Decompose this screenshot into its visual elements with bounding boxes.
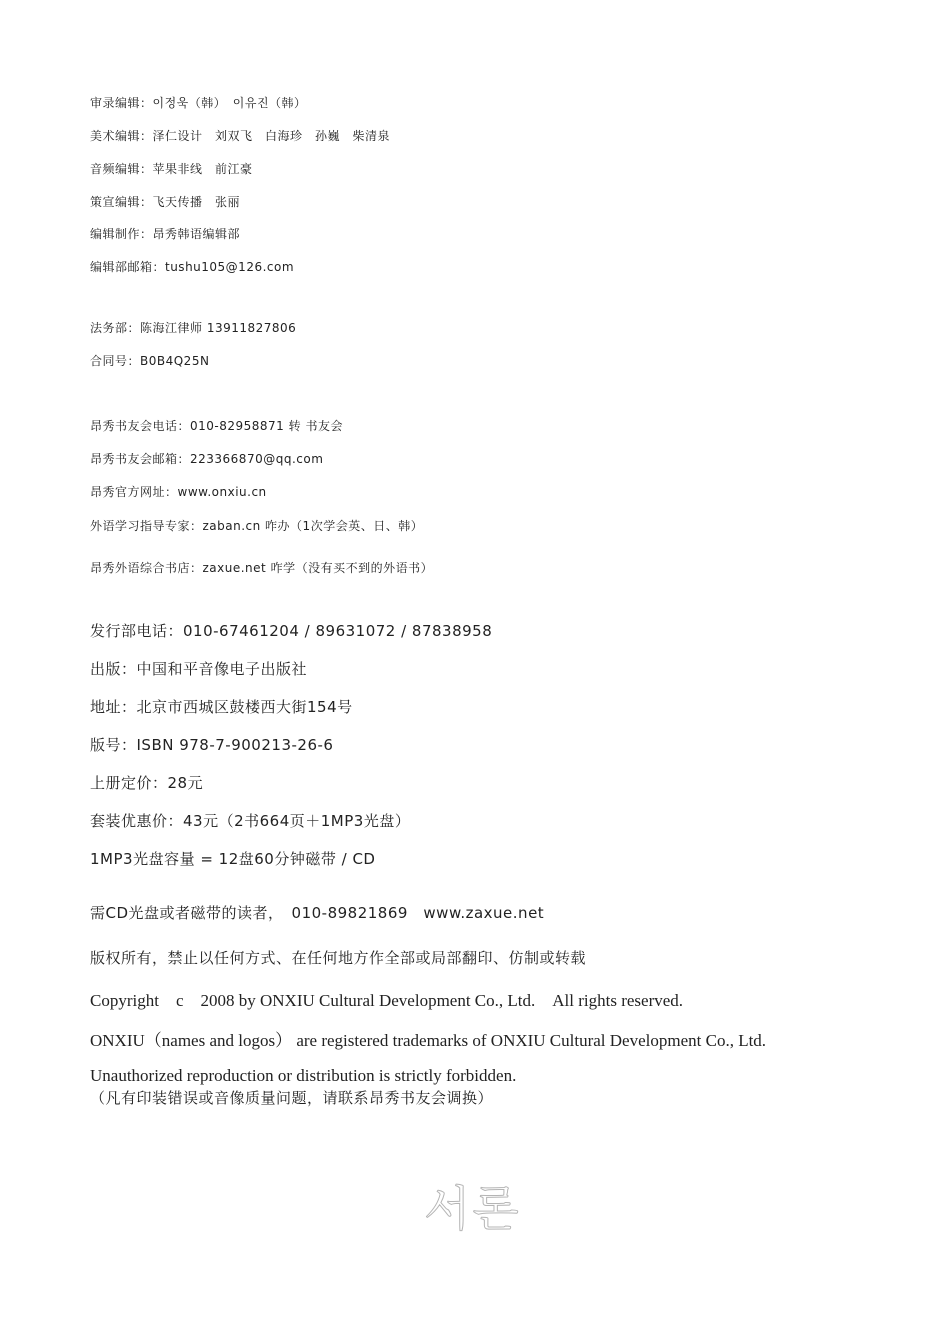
- isbn: 版号：ISBN 978-7-900213-26-6: [90, 736, 334, 754]
- disc-capacity: 1MP3光盘容量 = 12盘60分钟磁带 / CD: [90, 850, 376, 868]
- cd-contact: 需CD光盘或者磁带的读者， 010-89821869 www.zaxue.net: [90, 904, 545, 922]
- address: 地址：北京市西城区鼓楼西大街154号: [90, 698, 353, 716]
- bookstore-site: 昂秀外语综合书店：zaxue.net 咋学（没有买不到的外语书）: [90, 561, 434, 575]
- publisher: 出版：中国和平音像电子出版社: [90, 660, 308, 678]
- study-site: 外语学习指导专家：zaban.cn 咋办（1次学会英、日、韩）: [90, 519, 424, 533]
- unauthorized-notice: Unauthorized reproduction or distribution is strictly forbidden.: [90, 1066, 517, 1085]
- price-volume-1: 上册定价：28元: [90, 774, 204, 792]
- audio-editors: 音频编辑：苹果非线 前江豪: [90, 162, 253, 176]
- quality-note: （凡有印装错误或音像质量问题，请联系昂秀书友会调换）: [90, 1089, 494, 1107]
- official-website: 昂秀官方网址：www.onxiu.cn: [90, 485, 267, 499]
- set-price: 套装优惠价：43元（2书664页＋1MP3光盘）: [90, 812, 411, 830]
- distribution-phone: 发行部电话：010-67461204 / 89631072 / 87838958: [90, 622, 493, 640]
- proofreading-editors: 审录编辑：이정욱（韩） 이유진（韩）: [90, 96, 307, 110]
- rights-reserved-cn: 版权所有，禁止以任何方式、在任何地方作全部或局部翻印、仿制或转载: [90, 949, 587, 967]
- editorial-email: 编辑部邮箱：tushu105@126.com: [90, 260, 295, 274]
- trademark-notice: ONXIU（names and logos） are registered trademarks of ONXIU Cultural Development Co., Ltd.: [90, 1031, 767, 1050]
- art-editors: 美术编辑：泽仁设计 刘双飞 白海珍 孙巍 柴清泉: [90, 129, 391, 143]
- law-department: 法务部：陈海江律师 13911827806: [90, 321, 297, 335]
- production-team: 编辑制作：昂秀韩语编辑部: [90, 227, 241, 241]
- contract-number: 合同号：B0B4Q25N: [90, 354, 210, 368]
- copyright-notice: Copyright c 2008 by ONXIU Cultural Development Co., Ltd. All rights reserved.: [90, 991, 684, 1010]
- club-phone: 昂秀书友会电话：010-82958871 转 书友会: [90, 419, 343, 433]
- planning-editors: 策宣编辑：飞天传播 张丽: [90, 195, 241, 209]
- club-email: 昂秀书友会邮箱：223366870@qq.com: [90, 452, 324, 466]
- section-watermark: 서론: [424, 1181, 521, 1237]
